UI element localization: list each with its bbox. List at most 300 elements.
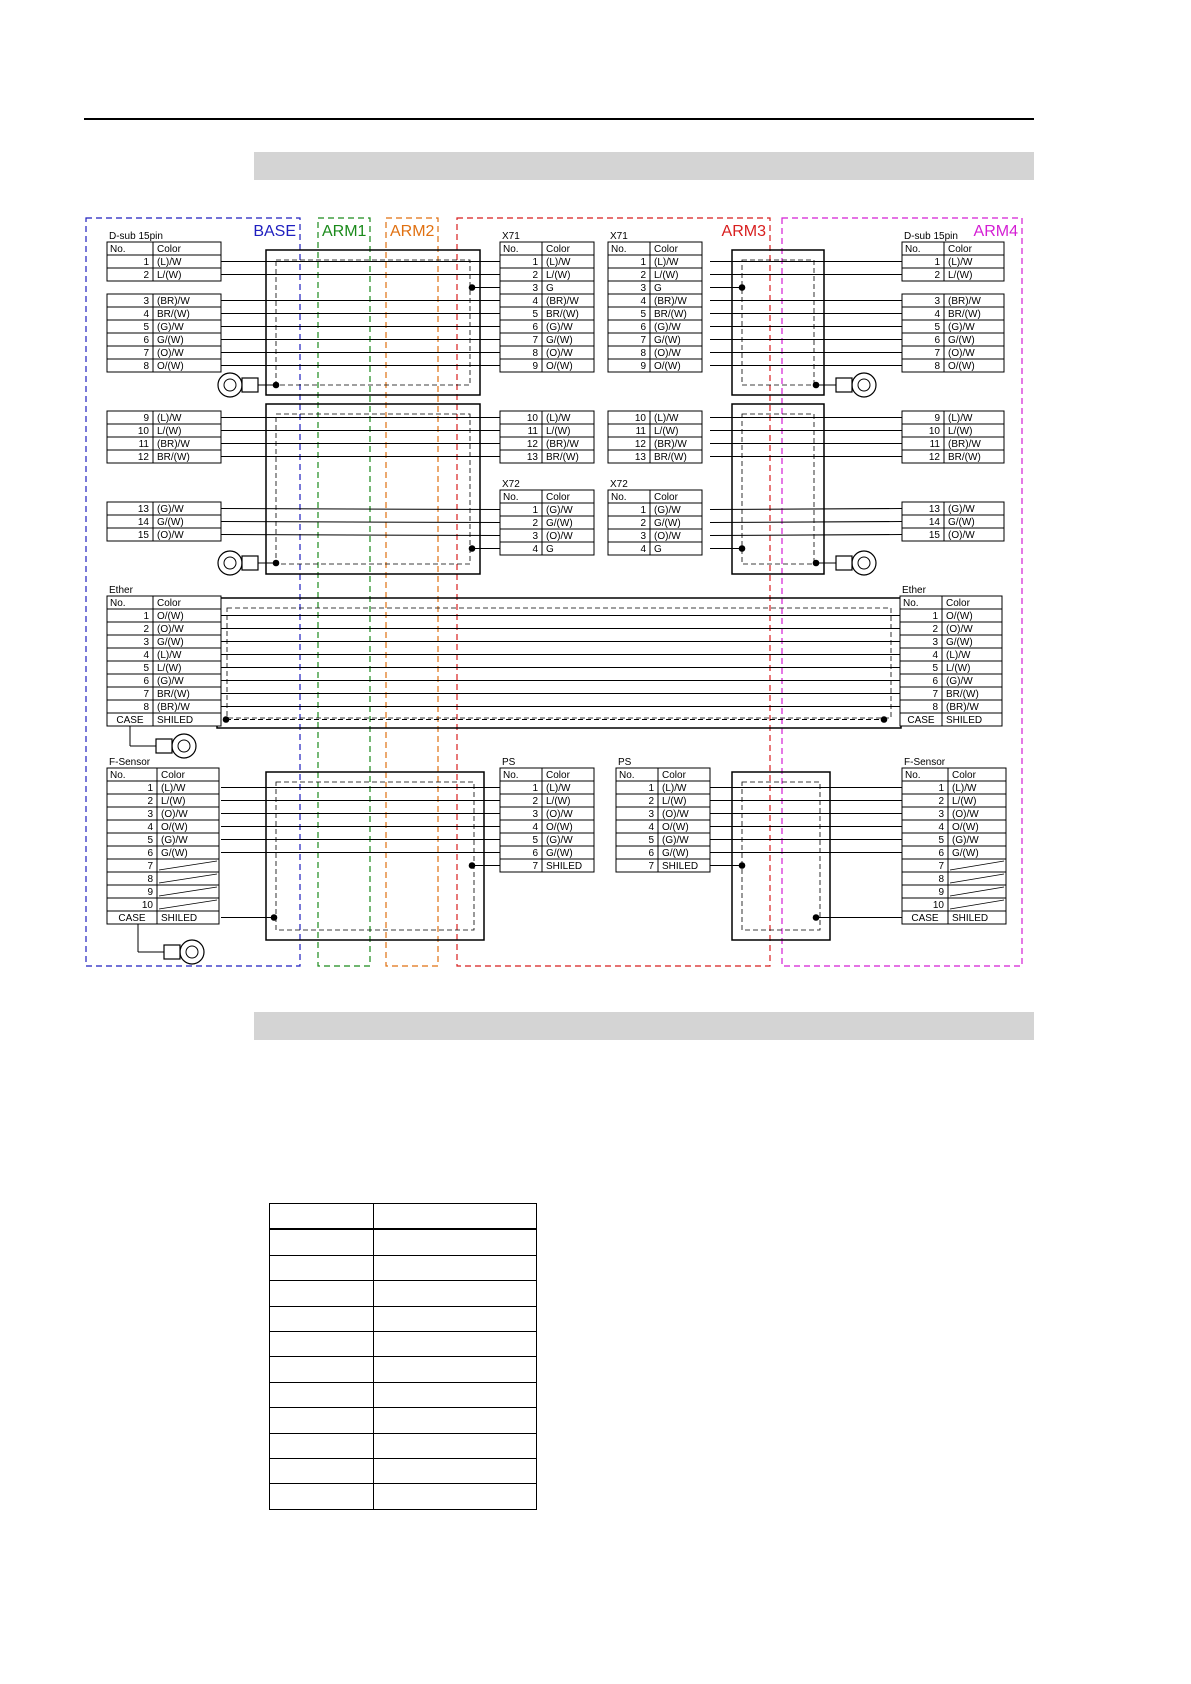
pin-color: G/(W) bbox=[546, 848, 573, 859]
pin-no: 3 bbox=[532, 809, 538, 820]
pin-no: CASE bbox=[911, 913, 939, 924]
pin-no: 5 bbox=[938, 835, 944, 846]
pin-color: (O)/W bbox=[946, 624, 973, 635]
pin-color: (O)/W bbox=[161, 809, 188, 820]
table-row bbox=[500, 437, 594, 450]
table-row bbox=[902, 411, 1004, 424]
pin-no: 8 bbox=[640, 348, 646, 359]
pin-color: (G)/W bbox=[654, 322, 681, 333]
junction-dot bbox=[469, 862, 476, 869]
table-row bbox=[107, 346, 221, 359]
pin-no: 4 bbox=[640, 544, 646, 555]
pin-table-x72_right bbox=[608, 479, 702, 555]
pin-no: 3 bbox=[648, 809, 654, 820]
ground-terminal-icon bbox=[218, 373, 276, 397]
table-row bbox=[902, 450, 1004, 463]
zone-arm2 bbox=[386, 218, 438, 966]
pin-color: O/(W) bbox=[952, 822, 979, 833]
pin-no: 2 bbox=[143, 270, 149, 281]
pin-no: 4 bbox=[147, 822, 153, 833]
pin-no: 10 bbox=[932, 900, 944, 911]
table-row bbox=[608, 411, 702, 424]
pin-no: 5 bbox=[934, 322, 940, 333]
pin-color: O/(W) bbox=[157, 611, 184, 622]
table-row bbox=[500, 320, 594, 333]
table-cell bbox=[107, 859, 219, 872]
pin-color: (L)/W bbox=[662, 783, 687, 794]
pin-color: G/(W) bbox=[654, 335, 681, 346]
pin-color: (L)/W bbox=[546, 413, 571, 424]
table-row bbox=[107, 528, 221, 541]
pin-color: O/(W) bbox=[161, 822, 188, 833]
pin-no: 1 bbox=[932, 611, 938, 622]
table-row bbox=[107, 846, 219, 859]
pin-no: CASE bbox=[118, 913, 146, 924]
pin-color: SHILED bbox=[546, 861, 583, 872]
pin-color: (G)/W bbox=[546, 505, 573, 516]
pin-color: BR/(W) bbox=[946, 689, 979, 700]
header-no: No. bbox=[503, 244, 519, 255]
table-cell bbox=[902, 898, 1006, 911]
table-cell bbox=[902, 859, 1006, 872]
pin-color: L/(W) bbox=[948, 426, 973, 437]
table-title: X72 bbox=[502, 479, 520, 490]
pin-color: BR/(W) bbox=[157, 309, 190, 320]
pin-color: L/(W) bbox=[546, 796, 571, 807]
pin-no: 10 bbox=[928, 426, 940, 437]
pin-no: 3 bbox=[640, 531, 646, 542]
pin-no: 9 bbox=[147, 887, 153, 898]
table-title: PS bbox=[502, 757, 516, 768]
ground-terminal-icon bbox=[156, 734, 196, 758]
table-row bbox=[902, 911, 1006, 924]
pin-color: BR/(W) bbox=[546, 452, 579, 463]
blank-table bbox=[269, 1203, 537, 1510]
pin-table-ps_right bbox=[616, 757, 710, 872]
table-title: F-Sensor bbox=[904, 757, 946, 768]
pin-color: O/(W) bbox=[654, 361, 681, 372]
table-row bbox=[616, 820, 710, 833]
lug-barrel bbox=[156, 739, 172, 753]
junction-dot bbox=[739, 862, 746, 869]
table-row bbox=[270, 1229, 537, 1255]
pin-tables bbox=[107, 231, 1006, 924]
pin-color: G bbox=[654, 544, 662, 555]
pin-no: 13 bbox=[634, 452, 646, 463]
table-row bbox=[902, 502, 1004, 515]
pin-no: 7 bbox=[934, 348, 940, 359]
pin-color: (O)/W bbox=[157, 530, 184, 541]
table-row bbox=[900, 674, 1002, 687]
pin-color: BR/(W) bbox=[546, 309, 579, 320]
table-row bbox=[608, 529, 702, 542]
pin-no: 1 bbox=[532, 505, 538, 516]
table-row bbox=[902, 528, 1004, 541]
pin-color: (BR)/W bbox=[546, 439, 579, 450]
table-row bbox=[500, 833, 594, 846]
table-row bbox=[107, 294, 221, 307]
pin-color: G/(W) bbox=[948, 335, 975, 346]
pin-no: 4 bbox=[532, 296, 538, 307]
pin-no: 1 bbox=[532, 783, 538, 794]
pin-color: G bbox=[546, 544, 554, 555]
cable-box-base-top bbox=[266, 250, 480, 395]
pin-table-dsub_left bbox=[107, 231, 221, 541]
table-row bbox=[616, 781, 710, 794]
pin-no: 8 bbox=[143, 361, 149, 372]
pin-color: BR/(W) bbox=[157, 689, 190, 700]
pin-color: (O)/W bbox=[952, 809, 979, 820]
table-row bbox=[107, 411, 221, 424]
table-row bbox=[608, 333, 702, 346]
lug-barrel bbox=[836, 378, 852, 392]
pin-no: 7 bbox=[143, 689, 149, 700]
pin-color: (BR)/W bbox=[157, 296, 190, 307]
table-row bbox=[270, 1306, 537, 1331]
pin-no: 8 bbox=[938, 874, 944, 885]
pin-color: (G)/W bbox=[952, 835, 979, 846]
header-color: Color bbox=[157, 598, 181, 609]
pin-no: 3 bbox=[932, 637, 938, 648]
pin-color: (BR)/W bbox=[948, 439, 981, 450]
pin-color: BR/(W) bbox=[654, 452, 687, 463]
wire bbox=[710, 535, 902, 536]
table-row bbox=[107, 359, 221, 372]
pin-no: 13 bbox=[137, 504, 149, 515]
pin-table-ether_right bbox=[900, 585, 1002, 726]
pin-no: 10 bbox=[141, 900, 153, 911]
pin-no: 1 bbox=[532, 257, 538, 268]
header-color: Color bbox=[546, 244, 570, 255]
table-row bbox=[900, 713, 1002, 726]
table-row bbox=[107, 794, 219, 807]
lug-barrel bbox=[242, 556, 258, 570]
pin-no: 4 bbox=[532, 822, 538, 833]
pin-no: 12 bbox=[928, 452, 940, 463]
table-row bbox=[500, 516, 594, 529]
pin-color: L/(W) bbox=[946, 663, 971, 674]
pin-no: 7 bbox=[640, 335, 646, 346]
pin-no: 6 bbox=[532, 848, 538, 859]
pin-no: 8 bbox=[934, 361, 940, 372]
pin-color: L/(W) bbox=[157, 426, 182, 437]
cable-box-base-mid-shield bbox=[276, 414, 470, 564]
pin-no: 1 bbox=[147, 783, 153, 794]
table-row bbox=[900, 648, 1002, 661]
table-row bbox=[500, 503, 594, 516]
table-title: X71 bbox=[610, 231, 628, 242]
header-color: Color bbox=[662, 770, 686, 781]
lug-barrel bbox=[836, 556, 852, 570]
table-row bbox=[107, 781, 219, 794]
table-row bbox=[902, 807, 1006, 820]
pin-table-x71_left bbox=[500, 231, 594, 463]
pin-color: L/(W) bbox=[546, 270, 571, 281]
pin-color: (BR)/W bbox=[546, 296, 579, 307]
pin-color: (L)/W bbox=[952, 783, 977, 794]
pin-color: L/(W) bbox=[952, 796, 977, 807]
pin-no: 9 bbox=[143, 413, 149, 424]
pin-color: SHILED bbox=[946, 715, 983, 726]
table-row bbox=[616, 859, 710, 872]
pin-no: 6 bbox=[938, 848, 944, 859]
table-row bbox=[608, 268, 702, 281]
table-row bbox=[616, 794, 710, 807]
pin-color: L/(W) bbox=[654, 426, 679, 437]
pin-no: 1 bbox=[938, 783, 944, 794]
header-no: No. bbox=[110, 770, 126, 781]
table-row bbox=[902, 781, 1006, 794]
pin-no: 5 bbox=[143, 322, 149, 333]
pin-color: BR/(W) bbox=[948, 309, 981, 320]
header-no: No. bbox=[611, 492, 627, 503]
pin-color: O/(W) bbox=[946, 611, 973, 622]
pin-no: 6 bbox=[147, 848, 153, 859]
cable-box-ether bbox=[217, 598, 901, 728]
pin-no: 6 bbox=[143, 676, 149, 687]
pin-color: O/(W) bbox=[662, 822, 689, 833]
table-row bbox=[902, 307, 1004, 320]
table-row bbox=[902, 820, 1006, 833]
table-row bbox=[900, 635, 1002, 648]
ring-lug bbox=[218, 373, 242, 397]
pin-no: 11 bbox=[929, 439, 940, 450]
pin-color: L/(W) bbox=[662, 796, 687, 807]
pin-no: 11 bbox=[635, 426, 646, 437]
table-row bbox=[608, 307, 702, 320]
pin-no: 7 bbox=[143, 348, 149, 359]
pin-color: O/(W) bbox=[546, 822, 573, 833]
pin-no: 9 bbox=[938, 887, 944, 898]
header-color: Color bbox=[546, 770, 570, 781]
pin-no: 1 bbox=[640, 505, 646, 516]
pin-color: G bbox=[654, 283, 662, 294]
pin-color: G/(W) bbox=[161, 848, 188, 859]
pin-no: 15 bbox=[137, 530, 149, 541]
table-row bbox=[107, 307, 221, 320]
junction-dot bbox=[469, 545, 476, 552]
pin-no: 6 bbox=[932, 676, 938, 687]
ring-lug bbox=[172, 734, 196, 758]
table-row bbox=[270, 1484, 537, 1509]
pin-no: 2 bbox=[934, 270, 940, 281]
pin-color: (L)/W bbox=[546, 783, 571, 794]
pin-no: 6 bbox=[640, 322, 646, 333]
pin-color: L/(W) bbox=[157, 270, 182, 281]
pin-no: 2 bbox=[532, 270, 538, 281]
pin-no: 6 bbox=[143, 335, 149, 346]
ground-terminal-icon bbox=[164, 940, 204, 964]
table-row bbox=[107, 333, 221, 346]
junction-dot bbox=[271, 914, 278, 921]
table-row bbox=[107, 833, 219, 846]
pin-no: 5 bbox=[648, 835, 654, 846]
pin-table-fsensor_left bbox=[107, 757, 219, 924]
table-row bbox=[270, 1255, 537, 1280]
pin-no: 14 bbox=[137, 517, 149, 528]
pin-table-ps_left bbox=[500, 757, 594, 872]
pin-color: G/(W) bbox=[654, 518, 681, 529]
pin-color: L/(W) bbox=[161, 796, 186, 807]
pin-no: 10 bbox=[526, 413, 538, 424]
table-row bbox=[107, 911, 219, 924]
table-title: Ether bbox=[109, 585, 133, 596]
cable-box-arm3-mid bbox=[732, 404, 824, 574]
pin-color: G/(W) bbox=[946, 637, 973, 648]
table-cell bbox=[107, 898, 219, 911]
pin-no: 4 bbox=[938, 822, 944, 833]
pin-no: 5 bbox=[147, 835, 153, 846]
table-row bbox=[107, 859, 219, 872]
junction-dot bbox=[739, 545, 746, 552]
pin-color: (BR)/W bbox=[157, 702, 190, 713]
junction-dot bbox=[813, 914, 820, 921]
pin-no: 2 bbox=[932, 624, 938, 635]
ring-lug bbox=[180, 940, 204, 964]
pin-color: (L)/W bbox=[946, 650, 971, 661]
pin-color: (O)/W bbox=[948, 530, 975, 541]
table-row bbox=[608, 503, 702, 516]
pin-no: 3 bbox=[532, 531, 538, 542]
table-row bbox=[107, 687, 221, 700]
table-row bbox=[500, 820, 594, 833]
pin-no: 3 bbox=[143, 637, 149, 648]
pin-no: 3 bbox=[532, 283, 538, 294]
pin-no: 4 bbox=[640, 296, 646, 307]
table-row bbox=[616, 807, 710, 820]
pin-color: (O)/W bbox=[948, 348, 975, 359]
pin-no: 2 bbox=[147, 796, 153, 807]
table-row bbox=[902, 437, 1004, 450]
table-row bbox=[500, 781, 594, 794]
header-no: No. bbox=[503, 770, 519, 781]
pin-table-dsub_right bbox=[902, 231, 1004, 541]
pin-no: 15 bbox=[928, 530, 940, 541]
pin-no: 5 bbox=[143, 663, 149, 674]
table-row bbox=[900, 622, 1002, 635]
pin-color: G/(W) bbox=[157, 335, 184, 346]
table-row bbox=[107, 502, 221, 515]
header-color: Color bbox=[952, 770, 976, 781]
table-row bbox=[500, 542, 594, 555]
table-row bbox=[902, 898, 1006, 911]
table-row bbox=[902, 859, 1006, 872]
table-row bbox=[902, 872, 1006, 885]
table-row bbox=[608, 346, 702, 359]
pin-color: (G)/W bbox=[157, 676, 184, 687]
table-row bbox=[500, 281, 594, 294]
pin-no: 7 bbox=[648, 861, 654, 872]
table-row bbox=[902, 294, 1004, 307]
table-row bbox=[608, 542, 702, 555]
table-row bbox=[500, 424, 594, 437]
pin-color: BR/(W) bbox=[654, 309, 687, 320]
table-row bbox=[902, 359, 1004, 372]
header-color: Color bbox=[161, 770, 185, 781]
header-no: No. bbox=[903, 598, 919, 609]
pin-no: 4 bbox=[532, 544, 538, 555]
ground-terminal-icon bbox=[218, 551, 276, 575]
pin-no: 5 bbox=[532, 835, 538, 846]
pin-color: SHILED bbox=[161, 913, 198, 924]
pin-no: 7 bbox=[938, 861, 944, 872]
pin-no: 11 bbox=[138, 439, 149, 450]
table-row bbox=[902, 268, 1004, 281]
wire bbox=[710, 509, 902, 510]
pin-no: 10 bbox=[634, 413, 646, 424]
junction-dot bbox=[469, 284, 476, 291]
table-row bbox=[107, 437, 221, 450]
table-row bbox=[902, 346, 1004, 359]
table-title: D-sub 15pin bbox=[904, 231, 958, 242]
pin-color: G/(W) bbox=[948, 517, 975, 528]
junction-dot bbox=[223, 716, 230, 723]
pin-no: 6 bbox=[934, 335, 940, 346]
table-row bbox=[500, 268, 594, 281]
junction-dot bbox=[739, 284, 746, 291]
table-row bbox=[107, 450, 221, 463]
pin-no: 4 bbox=[648, 822, 654, 833]
pin-color: (L)/W bbox=[948, 413, 973, 424]
table-row bbox=[270, 1281, 537, 1306]
wire bbox=[221, 535, 500, 536]
header-no: No. bbox=[905, 770, 921, 781]
pin-table-x72_left bbox=[500, 479, 594, 555]
table-cell bbox=[902, 885, 1006, 898]
header-no: No. bbox=[905, 244, 921, 255]
table-row bbox=[902, 846, 1006, 859]
cable-box-base-mid bbox=[266, 404, 480, 574]
pin-color: (O)/W bbox=[157, 624, 184, 635]
pin-no: 5 bbox=[532, 309, 538, 320]
pin-color: G/(W) bbox=[157, 637, 184, 648]
table-row bbox=[270, 1382, 537, 1407]
table-row bbox=[608, 516, 702, 529]
pin-color: G/(W) bbox=[546, 518, 573, 529]
table-title: Ether bbox=[902, 585, 926, 596]
table-row bbox=[500, 450, 594, 463]
pin-no: 3 bbox=[640, 283, 646, 294]
pin-color: G/(W) bbox=[952, 848, 979, 859]
table-title: X71 bbox=[502, 231, 520, 242]
zone-label-arm4: ARM4 bbox=[973, 223, 1018, 240]
pin-color: (BR)/W bbox=[946, 702, 979, 713]
table-row bbox=[107, 609, 221, 622]
header-color: Color bbox=[946, 598, 970, 609]
pin-color: (L)/W bbox=[546, 257, 571, 268]
pin-no: 7 bbox=[532, 335, 538, 346]
table-row bbox=[107, 661, 221, 674]
junction-dot bbox=[881, 716, 888, 723]
pin-color: (L)/W bbox=[161, 783, 186, 794]
pin-no: 1 bbox=[143, 611, 149, 622]
table-row bbox=[107, 320, 221, 333]
table-row bbox=[608, 294, 702, 307]
cable-box-base-top-shield bbox=[276, 260, 470, 385]
pin-color: L/(W) bbox=[654, 270, 679, 281]
pin-color: BR/(W) bbox=[157, 452, 190, 463]
table-row bbox=[270, 1408, 537, 1433]
table-row bbox=[270, 1204, 537, 1230]
pin-color: O/(W) bbox=[948, 361, 975, 372]
pin-color: (G)/W bbox=[161, 835, 188, 846]
pin-color: (L)/W bbox=[654, 257, 679, 268]
wire bbox=[221, 522, 500, 523]
table-row bbox=[902, 424, 1004, 437]
zone-label-arm2: ARM2 bbox=[390, 223, 435, 240]
pin-no: 2 bbox=[640, 270, 646, 281]
table-row bbox=[107, 635, 221, 648]
